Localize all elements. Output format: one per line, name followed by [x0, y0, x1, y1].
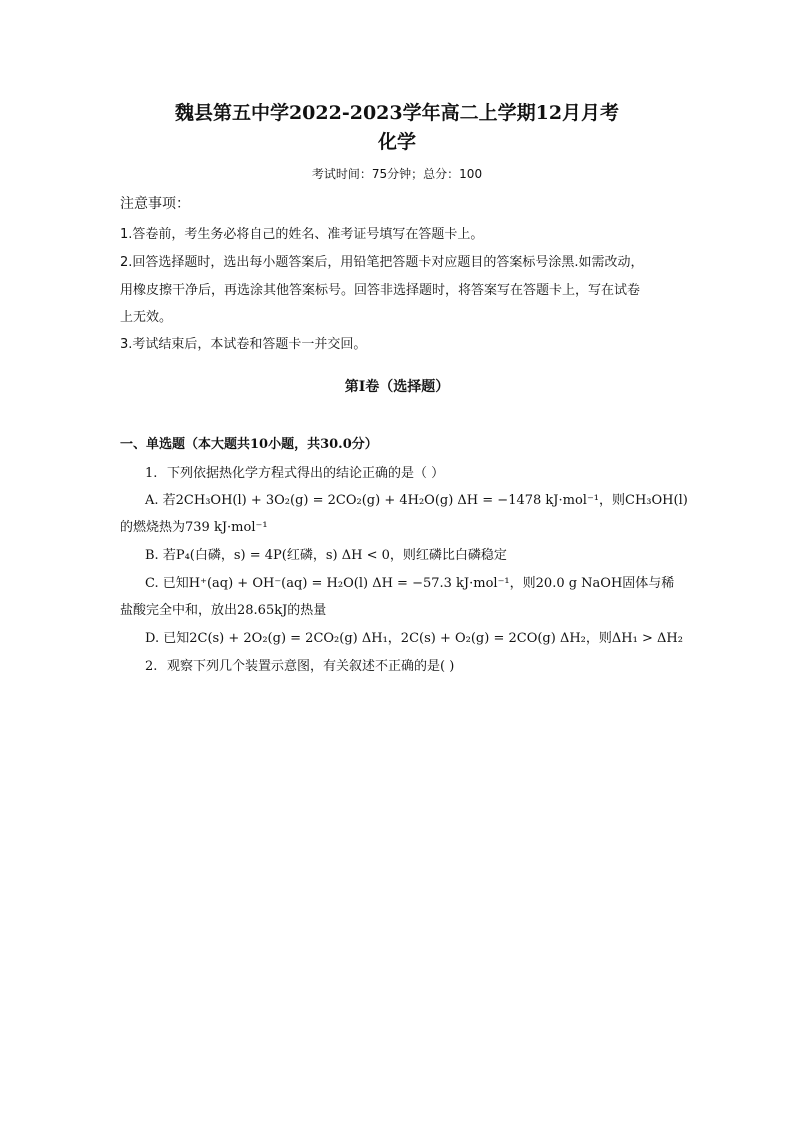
notice-heading: 注意事项：: [120, 196, 190, 212]
exam-title-line1: 魏县第五中学2022-2023学年高二上学期12月月考: [174, 102, 620, 124]
question-2-text: 观察下列几个装置示意图，有关叙述不正确的是( ): [167, 659, 455, 674]
notice-item-2-line2: 用橡皮擦干净后，再选涂其他答案标号。回答非选择题时，将答案写在答题卡上，写在试卷: [120, 283, 641, 298]
part-title: 一、单选题（本大题共10小题，共30.0分）: [120, 437, 378, 452]
question-2-stem: [145, 655, 454, 674]
notice-item-2-line3: 上无效。: [120, 310, 173, 325]
question-2-number: 2.: [145, 659, 158, 674]
notice-item-1: 1.答卷前，考生务必将自己的姓名、准考证号填写在答题卡上。: [120, 227, 484, 242]
question-1-option-a-line1: A. 若2CH₃OH(l) + 3O₂(g) = 2CO₂(g) + 4H₂O(g) ΔH = −1478 kJ·mol⁻¹，则CH₃OH(l): [145, 493, 688, 508]
question-1-option-a-line2: 的燃烧热为739 kJ·mol⁻¹: [120, 520, 268, 535]
question-1-option-b: B. 若P₄(白磷，s) = 4P(红磷，s) ΔH < 0，则红磷比白磷稳定: [145, 548, 507, 563]
question-1-option-c-line1: C. 已知H⁺(aq) + OH⁻(aq) = H₂O(l) ΔH = −57.3 kJ·mol⁻¹，则20.0 g NaOH固体与稀: [145, 576, 675, 591]
question-1-option-d: D. 已知2C(s) + 2O₂(g) = 2CO₂(g) ΔH₁，2C(s) + O₂(g) = 2CO(g) ΔH₂，则ΔH₁ > ΔH₂: [145, 631, 683, 646]
question-1-number: 1.: [145, 466, 158, 481]
question-1-text: 下列依据热化学方程式得出的结论正确的是（ ）: [167, 466, 445, 481]
exam-title-subject: 化学: [377, 131, 416, 153]
volume-title: 第Ⅰ卷（选择题）: [344, 379, 450, 395]
notice-item-3: 3.考试结束后，本试卷和答题卡一并交回。: [120, 337, 367, 352]
notice-item-2-line1: 2.回答选择题时，选出每小题答案后，用铅笔把答题卡对应题目的答案标号涂黑.如需改动，: [120, 255, 644, 270]
exam-info: 考试时间：75分钟；总分：100: [311, 167, 483, 181]
question-1-option-c-line2: 盐酸完全中和，放出28.65kJ的热量: [120, 603, 327, 618]
question-1-stem: [145, 462, 444, 481]
